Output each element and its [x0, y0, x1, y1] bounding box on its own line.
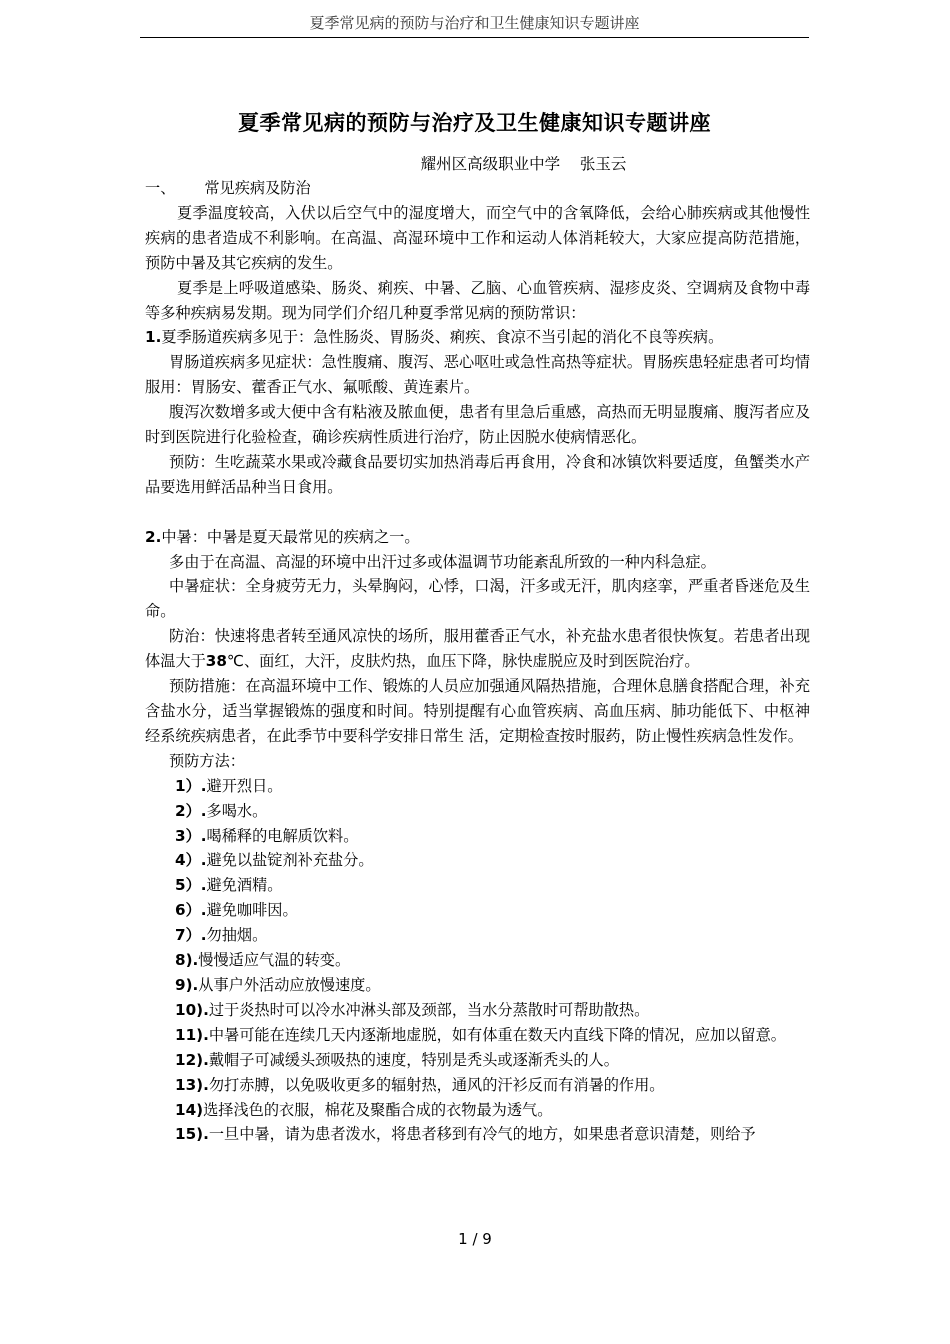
page-number: 1 / 9	[458, 1230, 492, 1248]
method-number: 4）.	[175, 851, 207, 870]
method-item	[145, 799, 810, 824]
method-number: 1）.	[175, 776, 207, 795]
method-text: 中暑可能在连续几天内逐渐地虚脱，如有体重在数天内直线下降的情况，应加以留意。	[208, 1025, 786, 1044]
method-item	[145, 973, 810, 998]
method-text: 多喝水。	[206, 801, 268, 820]
paragraph: 多由于在高温、高湿的环境中出汗过多或体温调节功能紊乱所致的一种内科急症。	[169, 552, 716, 571]
item-heading-text: 夏季肠道疾病多见于：急性肠炎、胃肠炎、痢疾、食凉不当引起的消化不良等疾病。	[161, 328, 724, 347]
item-heading	[145, 525, 810, 550]
paragraph: 胃肠道疾病多见症状：急性腹痛、腹泻、恶心呕吐或急性高热等症状。胃肠疾患轻症患者可均情服用：胃肠安、藿香正气水、氟哌酸、黄连素片。	[145, 353, 810, 397]
section-heading: 一、 常见疾病及防治	[145, 179, 311, 197]
header-rule	[140, 37, 809, 38]
method-text: 避免咖啡因。	[206, 901, 298, 920]
method-item	[145, 848, 810, 873]
method-number: 8).	[175, 951, 199, 970]
method-number: 5）.	[175, 876, 207, 895]
method-item	[145, 873, 810, 898]
method-item	[145, 898, 810, 923]
item-heading	[145, 325, 810, 350]
paragraph: 预防：生吃蔬菜水果或冷藏食品要切实加热消毒后再食用，冷食和冰镇饮料要适度，鱼蟹类水产品要选用鲜活品种当日食用。	[145, 452, 810, 496]
method-text: 避免以盐锭剂补充盐分。	[206, 851, 374, 870]
document-title: 夏季常见病的预防与治疗及卫生健康知识专题讲座	[238, 111, 711, 135]
text-run: ℃、面红，大汗，皮肤灼热，血压下降，脉快虚脱应及时到医院治疗。	[226, 652, 700, 671]
method-text: 一旦中暑，请为患者泼水，将患者移到有冷气的地方，如果患者意识清楚，则给予	[208, 1125, 756, 1144]
method-item	[145, 998, 810, 1023]
method-number: 9).	[175, 975, 199, 994]
method-text: 避免酒精。	[206, 876, 283, 895]
item-number: 1.	[145, 328, 162, 347]
method-item	[145, 824, 810, 849]
method-number: 3）.	[175, 826, 207, 845]
method-item	[145, 774, 810, 799]
method-number: 15).	[175, 1125, 209, 1144]
text-run: 防治：快速将患者转至通风凉快的场所，服用藿香正气水，补充盐水患者很快恢复。若患者出现体温大于	[145, 627, 810, 671]
methods-label: 预防方法：	[169, 751, 245, 770]
method-text: 戴帽子可减缓头颈吸热的速度，特别是秃头或逐渐秃头的人。	[208, 1050, 619, 1069]
method-text: 选择浅色的衣服，棉花及聚酯合成的衣物最为透气。	[203, 1100, 553, 1119]
method-number: 10).	[175, 1000, 209, 1019]
temperature-value: 38	[205, 652, 227, 671]
method-text: 过于炎热时可以冷水冲淋头部及颈部，当水分蒸散时可帮助散热。	[208, 1000, 650, 1019]
method-text: 喝稀释的电解质饮料。	[206, 826, 359, 845]
method-text: 慢慢适应气温的转变。	[198, 951, 351, 970]
paragraph: 夏季是上呼吸道感染、肠炎、痢疾、中暑、乙脑、心血管疾病、湿疹皮炎、空调病及食物中毒等多种疾病易发期。现为同学们介绍几种夏季常见病的预防常识：	[145, 278, 810, 322]
method-text: 勿抽烟。	[206, 926, 268, 945]
author-line: 耀州区高级职业中学 张玉云	[420, 155, 627, 173]
method-text: 避开烈日。	[206, 776, 283, 795]
item-heading-text: 中暑：中暑是夏天最常见的疾病之一。	[161, 527, 420, 546]
paragraph: 腹泻次数增多或大便中含有粘液及脓血便，患者有里急后重感，高热而无明显腹痛、腹泻者应及时到医院进行化验检查，确诊疾病性质进行治疗，防止因脱水使病情恶化。	[145, 403, 810, 447]
paragraph	[145, 624, 810, 674]
method-text: 从事户外活动应放慢速度。	[198, 975, 381, 994]
paragraph: 中暑症状：全身疲劳无力，头晕胸闷，心悸，口渴，汗多或无汗，肌肉痉挛，严重者昏迷危及生命。	[145, 577, 810, 621]
method-number: 7）.	[175, 926, 207, 945]
methods-list	[145, 774, 810, 1148]
method-number: 12).	[175, 1050, 209, 1069]
method-item	[145, 1098, 810, 1123]
item-number: 2.	[145, 527, 162, 546]
method-item	[145, 1023, 810, 1048]
method-item	[145, 1073, 810, 1098]
method-item	[145, 923, 810, 948]
method-item	[145, 948, 810, 973]
document-body	[145, 176, 810, 1147]
paragraph: 夏季温度较高，入伏以后空气中的湿度增大，而空气中的含氧降低，会给心肺疾病或其他慢性疾病的患者造成不利影响。在高温、高湿环境中工作和运动人体消耗较大，大家应提高防范措施，预防中暑及其它疾病的发生。	[145, 203, 810, 272]
method-item	[145, 1122, 810, 1147]
method-number: 2）.	[175, 801, 207, 820]
method-number: 13).	[175, 1075, 209, 1094]
method-number: 6）.	[175, 901, 207, 920]
paragraph: 预防措施：在高温环境中工作、锻炼的人员应加强通风隔热措施，合理休息膳食搭配合理，补充含盐水分，适当掌握锻炼的强度和时间。特别提醒有心血管疾病、高血压病、肺功能低下、中枢神经系统疾病患者，在此季节中要科学安排日常生 活，定期检查按时服药，防止慢性疾病急性发作。	[145, 677, 810, 745]
method-text: 勿打赤膊，以免吸收更多的辐射热，通风的汗衫反而有消暑的作用。	[208, 1075, 665, 1094]
method-item	[145, 1048, 810, 1073]
method-number: 11).	[175, 1025, 209, 1044]
method-number: 14)	[175, 1100, 204, 1119]
blank-line	[145, 500, 810, 525]
running-header: 夏季常见病的预防与治疗和卫生健康知识专题讲座	[309, 14, 640, 32]
